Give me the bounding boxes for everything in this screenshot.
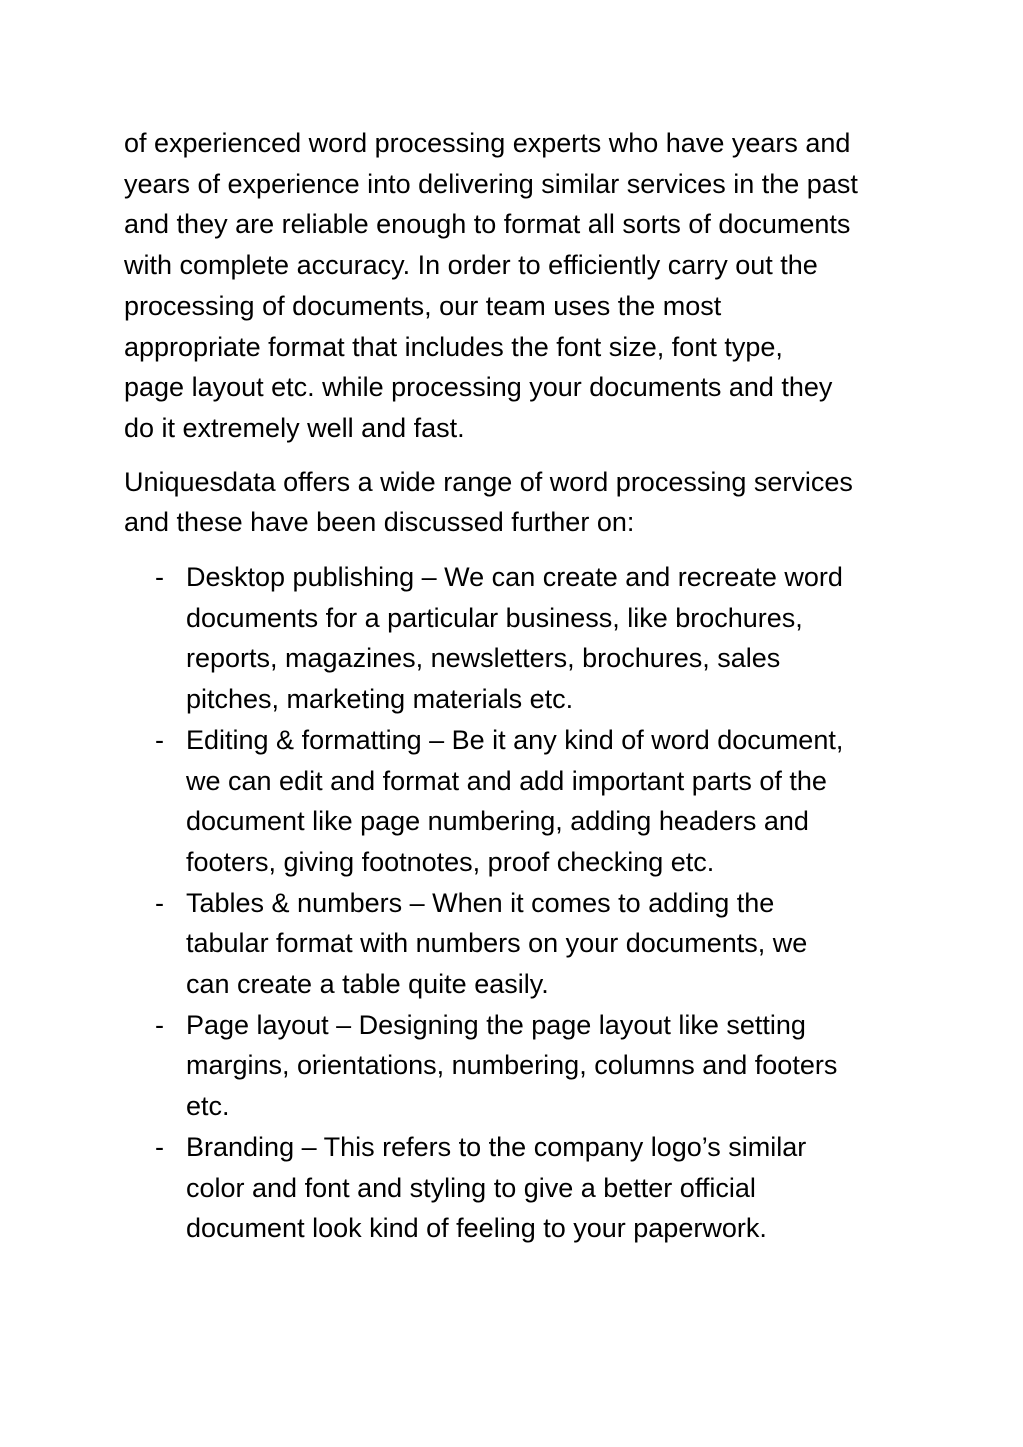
- list-item-line: color and font and styling to give a better official: [186, 1172, 756, 1203]
- paragraph-line: years of experience into delivering similar services in the past: [124, 168, 858, 199]
- list-item-line: footers, giving footnotes, proof checking etc.: [186, 846, 715, 877]
- dash-bullet: -: [155, 1131, 164, 1162]
- dash-bullet: -: [155, 887, 164, 918]
- list-item-line: etc.: [186, 1091, 230, 1122]
- document-body: [124, 123, 914, 1276]
- paragraph-line: appropriate format that includes the font size, font type,: [124, 331, 783, 362]
- list-item-line: pitches, marketing materials etc.: [186, 684, 574, 715]
- paragraph-line: page layout etc. while processing your documents and they: [124, 372, 833, 403]
- dash-bullet: -: [155, 724, 164, 755]
- list-item-line: document look kind of feeling to your paperwork.: [186, 1213, 767, 1244]
- paragraph-line: Uniquesdata offers a wide range of word processing services: [124, 466, 853, 497]
- services-list: [124, 557, 914, 1249]
- paragraph-line: processing of documents, our team uses the most: [124, 290, 722, 321]
- list-item-page-layout: [124, 1005, 914, 1127]
- paragraph-line: do it extremely well and fast.: [124, 412, 465, 443]
- dash-bullet: -: [155, 1009, 164, 1040]
- paragraph-line: and they are reliable enough to format all sorts of documents: [124, 209, 851, 240]
- paragraph-line: with complete accuracy. In order to efficiently carry out the: [124, 250, 818, 281]
- list-item-line: Desktop publishing – We can create and recreate word: [186, 562, 843, 593]
- list-item-line: documents for a particular business, like brochures,: [186, 602, 803, 633]
- list-item-line: Tables & numbers – When it comes to adding the: [186, 887, 775, 918]
- list-item-branding: [124, 1127, 914, 1249]
- list-item-line: margins, orientations, numbering, columns and footers: [186, 1050, 838, 1081]
- list-item-line: document like page numbering, adding headers and: [186, 806, 809, 837]
- dash-bullet: -: [155, 562, 164, 593]
- list-item-tables-numbers: [124, 883, 914, 1005]
- paragraph-line: and these have been discussed further on:: [124, 507, 635, 538]
- list-item-line: Page layout – Designing the page layout like setting: [186, 1009, 806, 1040]
- list-item-editing-formatting: [124, 720, 914, 883]
- list-item-line: we can edit and format and add important parts of the: [186, 765, 827, 796]
- list-item-line: tabular format with numbers on your documents, we: [186, 928, 808, 959]
- list-item-desktop-publishing: [124, 557, 914, 720]
- list-item-line: Branding – This refers to the company logo’s similar: [186, 1131, 807, 1162]
- list-item-line: can create a table quite easily.: [186, 969, 549, 1000]
- paragraph-line: of experienced word processing experts who have years and: [124, 128, 851, 158]
- services-intro-paragraph: [124, 462, 914, 543]
- intro-paragraph: [124, 123, 914, 449]
- list-item-line: Editing & formatting – Be it any kind of word document,: [186, 724, 844, 755]
- list-item-line: reports, magazines, newsletters, brochures, sales: [186, 643, 781, 674]
